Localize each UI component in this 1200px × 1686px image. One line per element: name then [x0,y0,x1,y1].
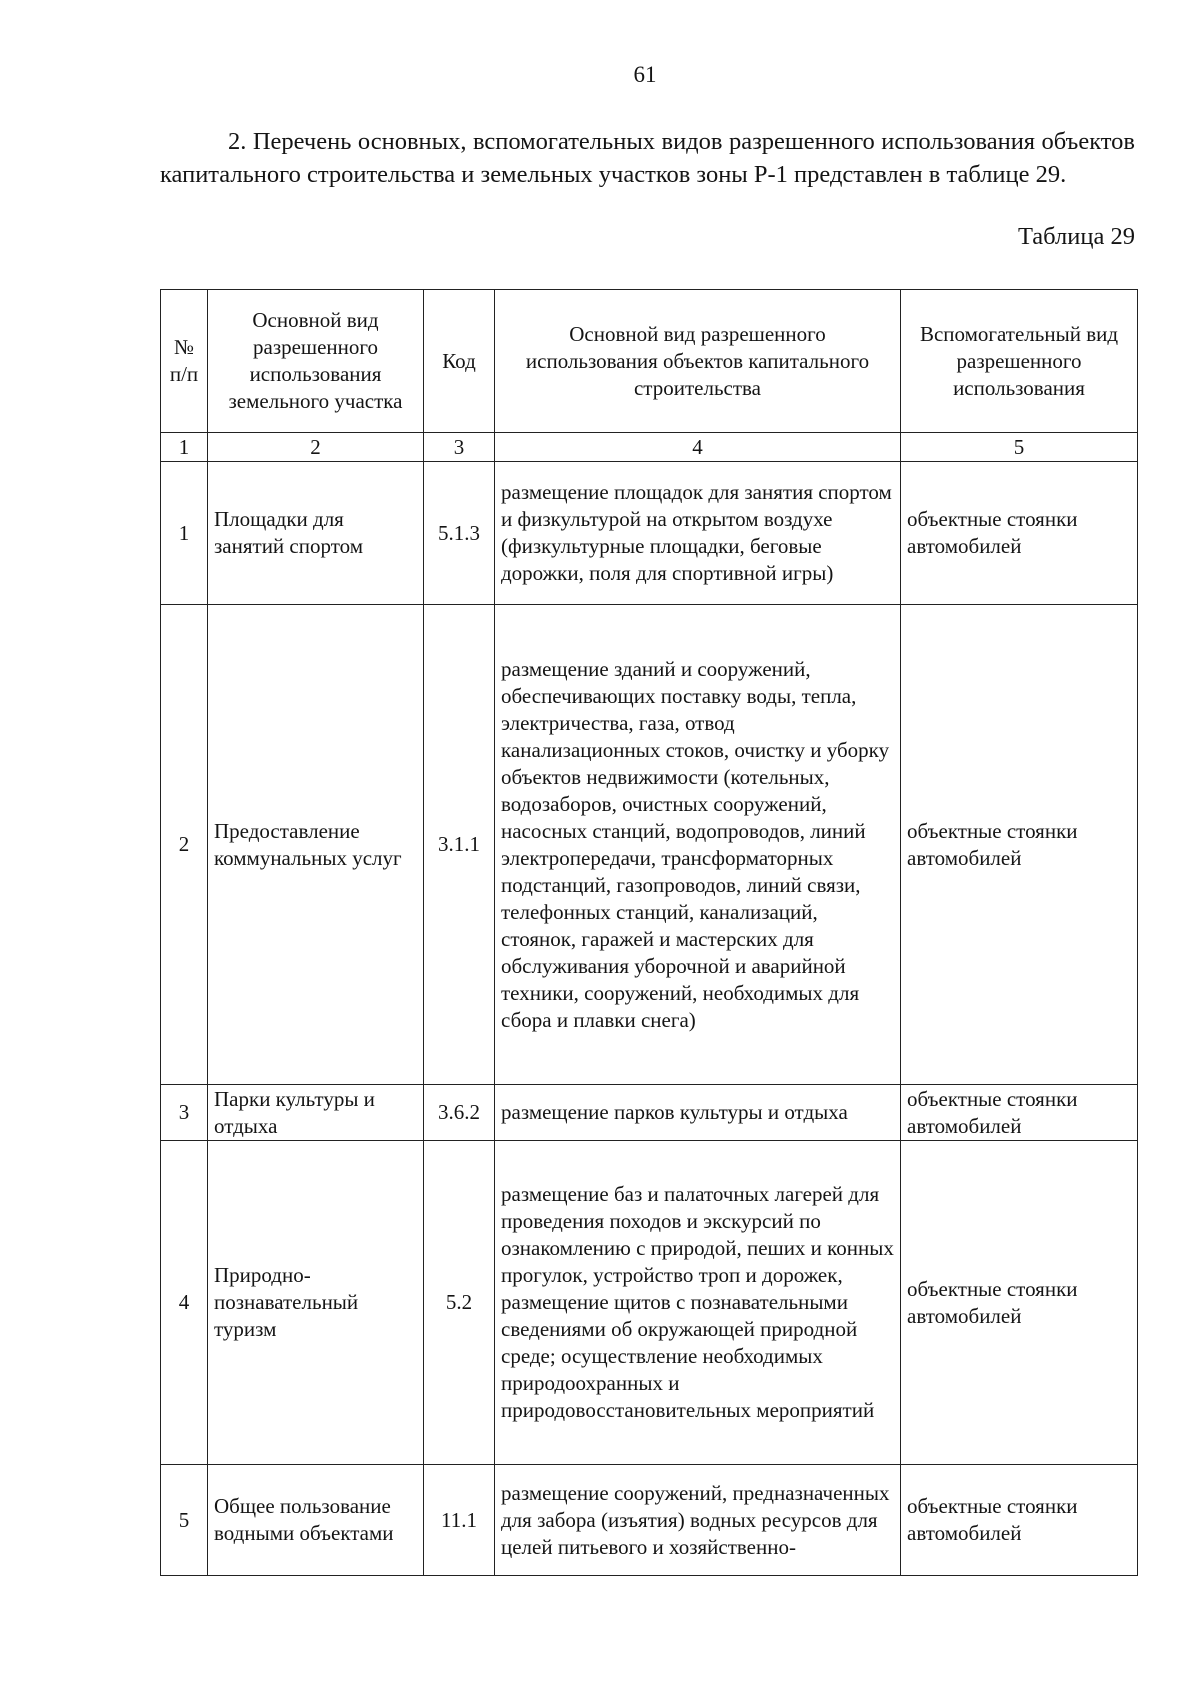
table-row [161,1465,1138,1576]
auxiliary-use-cell: объектные стоянки автомобилей [901,605,1138,1085]
row-number: 5 [161,1465,208,1576]
row-number: 2 [161,605,208,1085]
table-row [161,1085,1138,1141]
header-num: № п/п [161,290,208,433]
page-number: 61 [633,62,657,87]
building-use-cell: размещение зданий и сооружений, обеспечивающих поставку воды, тепла, электричества, газа, отвод канализационных стоков, очистку и уборку объектов недвижимости (котельных, водозаборов, очистных сооружений, насосных станций, водопроводов, линий электропередачи, трансформаторных подстанций, газопроводов, линий связи, телефонных станций, канализаций, стоянок, гаражей и мастерских для обслуживания уборочной и аварийной техники, сооружений, необходимых для сбора и плавки снега) [495,605,901,1085]
row-number: 4 [161,1141,208,1465]
table-caption: Таблица 29 [1017,223,1135,250]
row-number: 1 [161,462,208,605]
code-cell: 5.1.3 [424,462,495,605]
column-number: 5 [901,433,1138,462]
land-use-table [160,289,1138,1576]
auxiliary-use-cell: объектные стоянки автомобилей [901,462,1138,605]
code-cell: 11.1 [424,1465,495,1576]
column-number: 1 [161,433,208,462]
row-number: 3 [161,1085,208,1141]
column-number: 2 [208,433,424,462]
land-use-cell: Общее пользование водными объектами [208,1465,424,1576]
building-use-cell: размещение баз и палаточных лагерей для проведения походов и экскурсий по ознакомлению с природой, пеших и конных прогулок, устройство троп и дорожек, размещение щитов с познавательными сведениями об окружающей природной среде; осуществление необходимых природоохранных и природовосстановительных мероприятий [495,1141,901,1465]
header-land-use: Основной вид разрешенного использования земельного участка [208,290,424,433]
column-number-row [161,433,1138,462]
land-use-cell: Предоставление коммунальных услуг [208,605,424,1085]
land-use-cell: Парки культуры и отдыха [208,1085,424,1141]
auxiliary-use-cell: объектные стоянки автомобилей [901,1465,1138,1576]
land-use-cell: Природно-познавательный туризм [208,1141,424,1465]
intro-paragraph: 2. Перечень основных, вспомогательных видов разрешенного использования объектов капитального строительства и земельных участков зоны Р-1 представлен в таблице 29. [160,128,1135,188]
table-row [161,1141,1138,1465]
header-code: Код [424,290,495,433]
column-number: 4 [495,433,901,462]
code-cell: 3.6.2 [424,1085,495,1141]
table-header-row [161,290,1138,433]
land-use-cell: Площадки для занятий спортом [208,462,424,605]
header-auxiliary-use: Вспомогательный вид разрешенного использования [901,290,1138,433]
header-building-use: Основной вид разрешенного использования объектов капитального строительства [495,290,901,433]
table-row [161,462,1138,605]
auxiliary-use-cell: объектные стоянки автомобилей [901,1085,1138,1141]
table-row [161,605,1138,1085]
building-use-cell: размещение парков культуры и отдыха [495,1085,901,1141]
auxiliary-use-cell: объектные стоянки автомобилей [901,1141,1138,1465]
code-cell: 5.2 [424,1141,495,1465]
building-use-cell: размещение площадок для занятия спортом и физкультурой на открытом воздухе (физкультурные площадки, беговые дорожки, поля для спортивной игры) [495,462,901,605]
code-cell: 3.1.1 [424,605,495,1085]
building-use-cell: размещение сооружений, предназначенных для забора (изъятия) водных ресурсов для целей питьевого и хозяйственно- [495,1465,901,1576]
column-number: 3 [424,433,495,462]
